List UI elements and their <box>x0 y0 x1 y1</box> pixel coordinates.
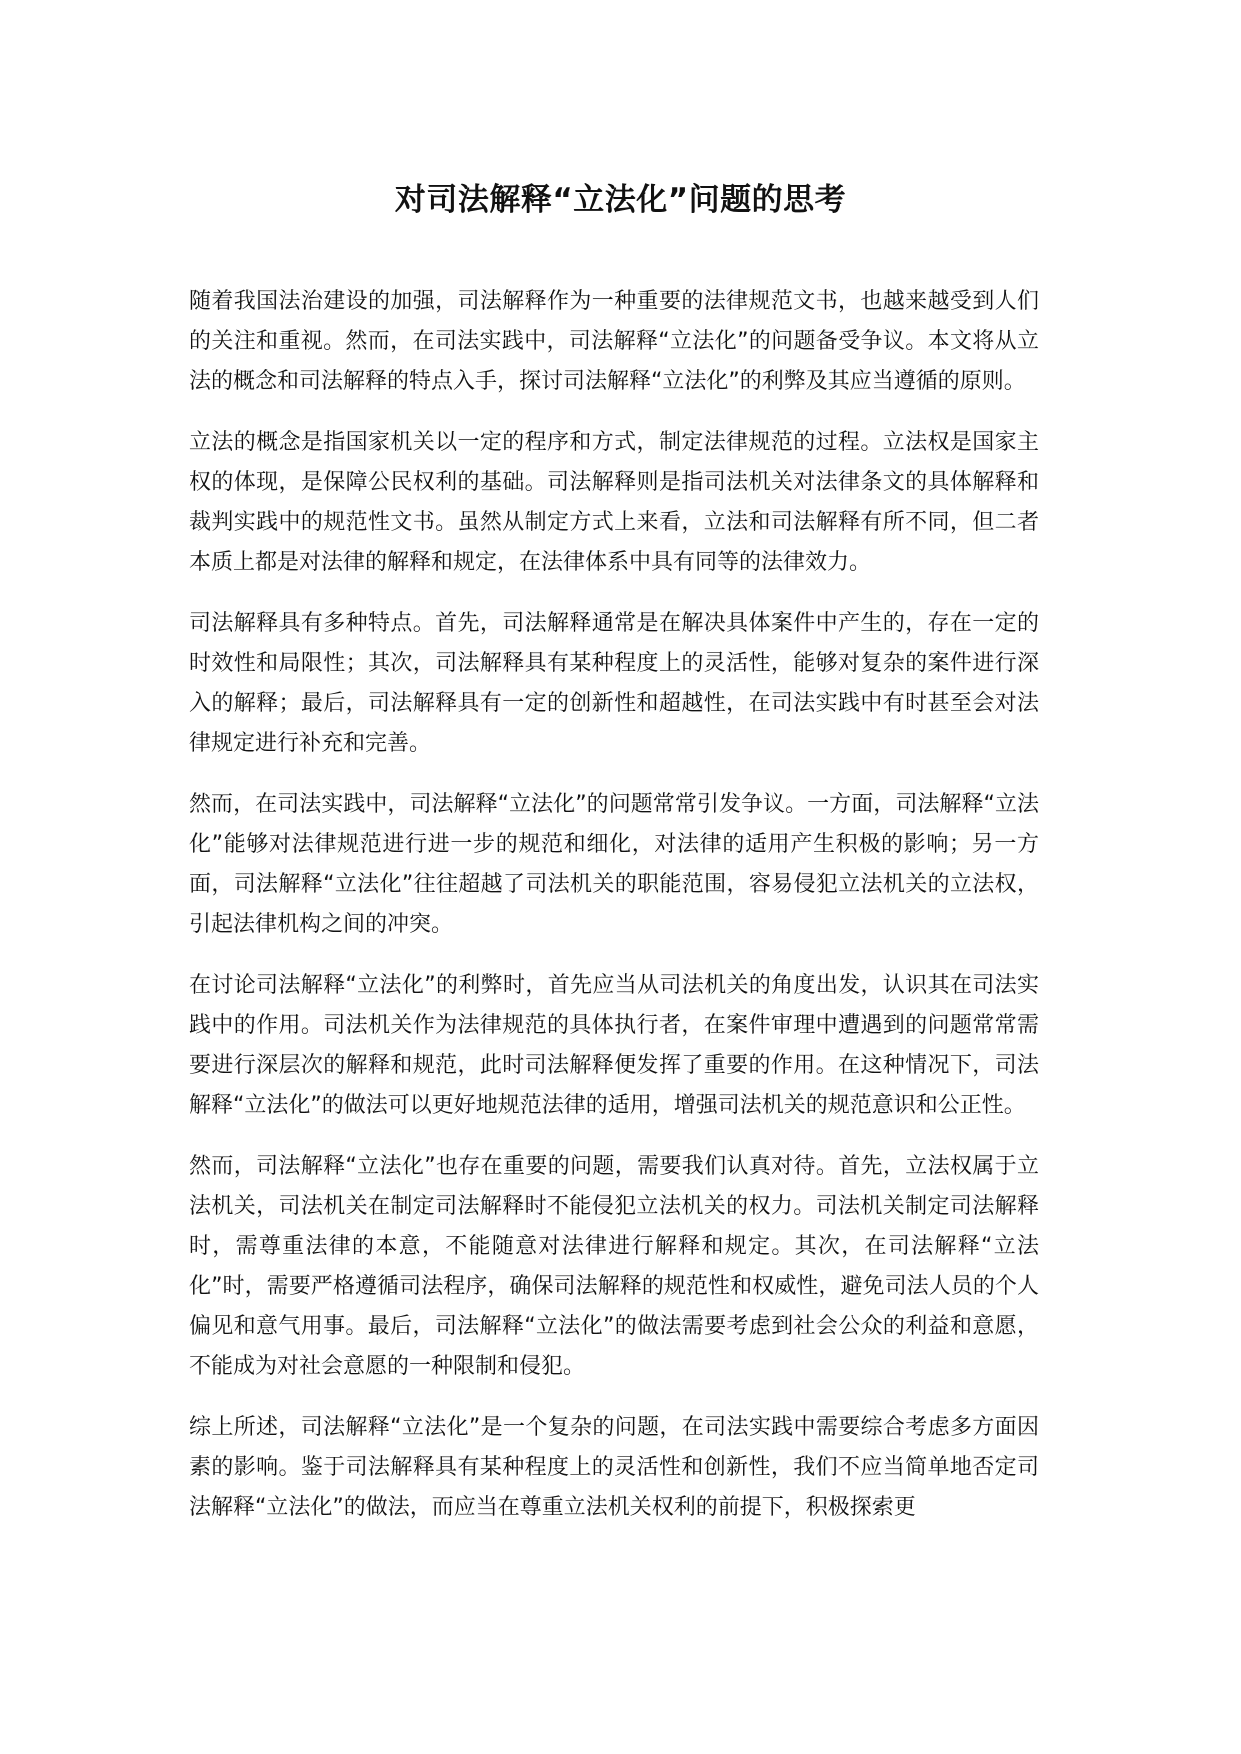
paragraph-conclusion: 综上所述，司法解释“立法化”是一个复杂的问题，在司法实践中需要综合考虑多方面因素的影响。鉴于司法解释具有某种程度上的灵活性和创新性，我们不应当简单地否定司法解释“立法化”的做法，而应当在尊重立法机关权利的前提下，积极探索更 <box>189 1415 1039 1520</box>
document-body <box>189 282 1039 1549</box>
paragraph-pros: 在讨论司法解释“立法化”的利弊时，首先应当从司法机关的角度出发，认识其在司法实践中的作用。司法机关作为法律规范的具体执行者，在案件审理中遭遇到的问题常常需要进行深层次的解释和规范，此时司法解释便发挥了重要的作用。在这种情况下，司法解释“立法化”的做法可以更好地规范法律的适用，增强司法机关的规范意识和公正性。 <box>189 973 1039 1118</box>
paragraph-interpretation-features: 司法解释具有多种特点。首先，司法解释通常是在解决具体案件中产生的，存在一定的时效性和局限性；其次，司法解释具有某种程度上的灵活性，能够对复杂的案件进行深入的解释；最后，司法解释具有一定的创新性和超越性，在司法实践中有时甚至会对法律规定进行补充和完善。 <box>189 611 1039 756</box>
paragraph-issues: 然而，司法解释“立法化”也存在重要的问题，需要我们认真对待。首先，立法权属于立法机关，司法机关在制定司法解释时不能侵犯立法机关的权力。司法机关制定司法解释时，需尊重法律的本意，不能随意对法律进行解释和规定。其次，在司法解释“立法化”时，需要严格遵循司法程序，确保司法解释的规范性和权威性，避免司法人员的个人偏见和意气用事。最后，司法解释“立法化”的做法需要考虑到社会公众的利益和意愿，不能成为对社会意愿的一种限制和侵犯。 <box>189 1154 1039 1379</box>
paragraph-controversy: 然而，在司法实践中，司法解释“立法化”的问题常常引发争议。一方面，司法解释“立法化”能够对法律规范进行进一步的规范和细化，对法律的适用产生积极的影响；另一方面，司法解释“立法化”往往超越了司法机关的职能范围，容易侵犯立法机关的立法权，引起法律机构之间的冲突。 <box>189 792 1039 937</box>
document-title: 对司法解释“立法化”问题的思考 <box>394 182 847 218</box>
paragraph-intro: 随着我国法治建设的加强，司法解释作为一种重要的法律规范文书，也越来越受到人们的关注和重视。然而，在司法实践中，司法解释“立法化”的问题备受争议。本文将从立法的概念和司法解释的特点入手，探讨司法解释“立法化”的利弊及其应当遵循的原则。 <box>189 289 1039 394</box>
paragraph-legislation-concept: 立法的概念是指国家机关以一定的程序和方式，制定法律规范的过程。立法权是国家主权的体现，是保障公民权利的基础。司法解释则是指司法机关对法律条文的具体解释和裁判实践中的规范性文书。虽然从制定方式上来看，立法和司法解释有所不同，但二者本质上都是对法律的解释和规定，在法律体系中具有同等的法律效力。 <box>189 430 1039 575</box>
